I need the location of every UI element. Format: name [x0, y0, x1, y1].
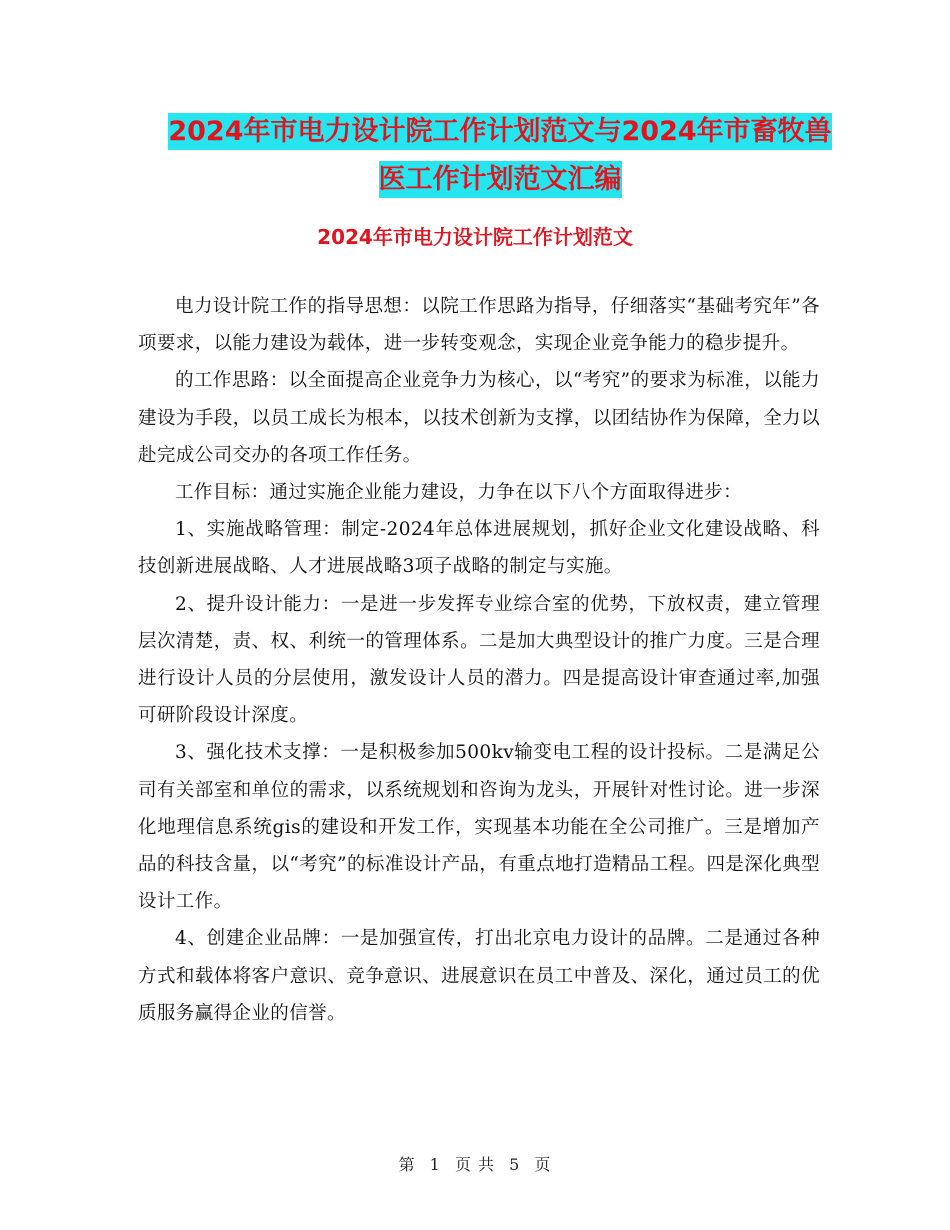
- paragraph-item-2: 2、提升设计能力：一是进一步发挥专业综合室的优势，下放权责，建立管理层次清楚，责、权、利统一的管理体系。二是加大典型设计的推广力度。三是合理进行设计人员的分层使用，激发设计人员的潜力。四是提高设计审查通过率,加强可研阶段设计深度。: [138, 593, 820, 727]
- document-body: [138, 288, 820, 1032]
- paragraph-item-4: 4、创建企业品牌：一是加强宣传，打出北京电力设计的品牌。二是通过各种方式和载体将客户意识、竞争意识、进展意识在员工中普及、深化，通过员工的优质服务赢得企业的信誉。: [138, 928, 820, 1024]
- paragraph-item-1: 1、实施战略管理：制定-2024年总体进展规划，抓好企业文化建设战略、科技创新进展战略、人才进展战略3项子战略的制定与实施。: [138, 519, 820, 578]
- footer-page-number: 1: [429, 1155, 441, 1174]
- paragraph-item-3: 3、强化技术支撑：一是积极参加500kv输变电工程的设计投标。二是满足公司有关部室和单位的需求，以系统规划和咨询为龙头，开展针对性讨论。进一步深化地理信息系统gis的建设和开发工作，实现基本功能在全公司推广。三是增加产品的科技含量，以“考究”的标准设计产品，有重点地打造精品工程。四是深化典型设计工作。: [138, 742, 820, 913]
- paragraph-work-goal: 工作目标：通过实施企业能力建设，力争在以下八个方面取得进步：: [175, 482, 743, 504]
- footer-total-pages: 5: [509, 1155, 521, 1174]
- document-title-line-1: 2024年市电力设计院工作计划范文与2024年市畜牧兽: [168, 113, 831, 150]
- document-title-line-2: 医工作计划范文汇编: [379, 161, 622, 198]
- section-title: 2024年市电力设计院工作计划范文: [317, 225, 633, 249]
- footer-middle: 页 共: [454, 1155, 496, 1174]
- paragraph-guiding-thought: 电力设计院工作的指导思想：以院工作思路为指导，仔细落实“基础考究年”各项要求，以能力建设为载体，进一步转变观念，实现企业竞争能力的稳步提升。: [138, 296, 820, 355]
- footer-prefix: 第: [398, 1155, 416, 1174]
- page-footer: [0, 1152, 950, 1175]
- paragraph-work-approach: 的工作思路：以全面提高企业竞争力为核心，以“考究”的要求为标准，以能力建设为手段，以员工成长为根本，以技术创新为支撑，以团结协作为保障，全力以赴完成公司交办的各项工作任务。: [138, 370, 820, 466]
- footer-suffix: 页: [534, 1155, 552, 1174]
- document-title: [140, 108, 860, 204]
